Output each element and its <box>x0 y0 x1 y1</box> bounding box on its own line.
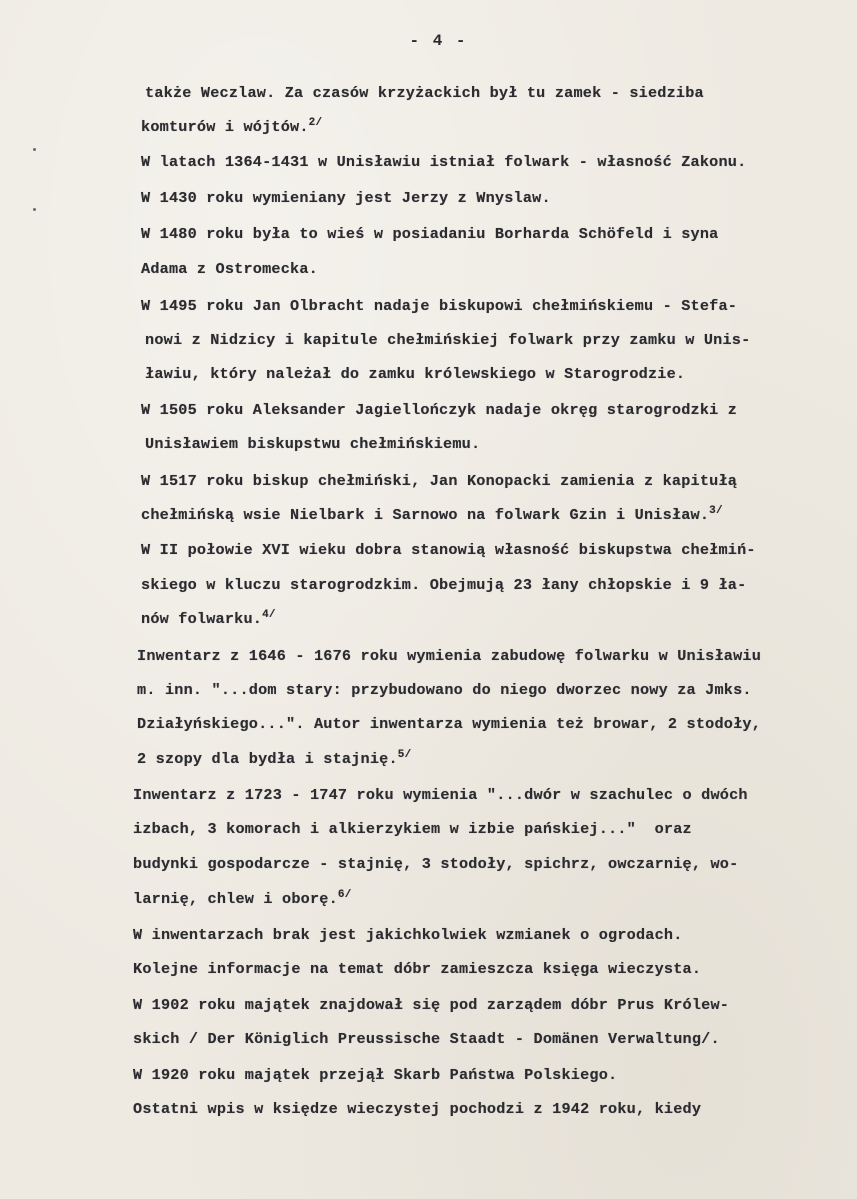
text-line <box>137 647 761 665</box>
text-line <box>133 1066 617 1084</box>
footnote-reference: 5/ <box>397 749 412 761</box>
text-line-content: skiego w kluczu starogrodzkim. Obejmują 23 łany chłopskie i 9 ła- <box>141 576 747 594</box>
text-line-content: Adama z Ostromecka. <box>141 260 318 278</box>
text-line-content: W 1495 roku Jan Olbracht nadaje biskupowi chełmińskiemu - Stefa- <box>141 297 738 315</box>
page-number: - 4 - <box>409 32 468 50</box>
text-line-content: nów folwarku. <box>141 610 263 628</box>
margin-mark <box>33 148 36 151</box>
text-line-content: W II połowie XVI wieku dobra stanowią własność biskupstwa chełmiń- <box>141 541 756 559</box>
text-line <box>133 926 683 944</box>
text-line-content: nowi z Nidzicy i kapitule chełmińskiej folwark przy zamku w Unis- <box>145 331 751 349</box>
text-line <box>133 786 748 804</box>
text-line <box>141 506 723 524</box>
text-line-content: W latach 1364-1431 w Unisławiu istniał folwark - własność Zakonu. <box>141 153 747 171</box>
text-line <box>141 541 756 559</box>
text-line-content: Inwentarz z 1723 - 1747 roku wymienia "...dwór w szachulec o dwóch <box>133 786 748 804</box>
text-line-content: larnię, chlew i oborę. <box>133 890 338 908</box>
text-line <box>133 820 692 838</box>
text-line-content: W inwentarzach brak jest jakichkolwiek wzmianek o ogrodach. <box>133 926 683 944</box>
text-line <box>133 855 738 873</box>
text-line-content: W 1505 roku Aleksander Jagiellończyk nadaje okręg starogrodzki z <box>141 401 738 419</box>
text-line-content: komturów i wójtów. <box>141 118 309 136</box>
text-line-content: także Weczlaw. Za czasów krzyżackich był tu zamek - siedziba <box>145 84 704 102</box>
text-line <box>141 118 322 136</box>
text-line <box>141 472 737 490</box>
text-line-content: Kolejne informacje na temat dóbr zamieszcza księga wieczysta. <box>133 960 702 978</box>
text-line-content: m. inn. "...dom stary: przybudowano do niego dworzec nowy za Jmks. <box>137 681 752 699</box>
text-line-content: Ostatni wpis w księdze wieczystej pochodzi z 1942 roku, kiedy <box>133 1100 702 1118</box>
text-line <box>141 610 276 628</box>
text-line-content: W 1517 roku biskup chełmiński, Jan Konopacki zamienia z kapitułą <box>141 472 738 490</box>
text-line <box>145 84 704 102</box>
text-line <box>137 681 752 699</box>
text-line <box>141 153 746 171</box>
text-line-content: Inwentarz z 1646 - 1676 roku wymienia zabudowę folwarku w Unisławiu <box>137 647 762 665</box>
text-line <box>141 297 737 315</box>
footnote-reference: 6/ <box>337 889 352 901</box>
text-line-content: W 1920 roku majątek przejął Skarb Państwa Polskiego. <box>133 1066 618 1084</box>
text-line <box>141 189 551 207</box>
text-line <box>141 225 718 243</box>
text-line-content: chełmińską wsie Nielbark i Sarnowo na folwark Gzin i Unisław. <box>141 506 710 524</box>
text-line <box>141 260 318 278</box>
text-line-content: skich / Der Königlich Preussische Staadt - Domänen Verwaltung/. <box>133 1030 720 1048</box>
text-line <box>137 715 761 733</box>
text-line-content: W 1902 roku majątek znajdował się pod zarządem dóbr Prus Królew- <box>133 996 730 1014</box>
text-line-content: 2 szopy dla bydła i stajnię. <box>137 750 398 768</box>
text-line <box>133 890 352 908</box>
footnote-reference: 4/ <box>262 609 276 621</box>
footnote-reference: 2/ <box>308 117 323 129</box>
text-line <box>137 750 411 768</box>
text-line <box>145 435 480 453</box>
text-line-content: Działyńskiego...". Autor inwentarza wymienia też browar, 2 stodoły, <box>137 715 762 733</box>
text-line-content: Unisławiem biskupstwu chełmińskiemu. <box>145 435 481 453</box>
text-line <box>133 1100 701 1118</box>
text-line-content: budynki gospodarcze - stajnię, 3 stodoły, spichrz, owczarnię, wo- <box>133 855 739 873</box>
margin-mark <box>33 208 36 211</box>
text-line <box>145 365 685 383</box>
text-line <box>141 576 746 594</box>
text-line-content: W 1430 roku wymieniany jest Jerzy z Wnyslaw. <box>141 189 551 207</box>
text-line <box>145 331 750 349</box>
text-line-content: W 1480 roku była to wieś w posiadaniu Borharda Schöfeld i syna <box>141 225 719 243</box>
footnote-reference: 3/ <box>709 505 723 517</box>
text-line <box>133 996 729 1014</box>
text-line-content: izbach, 3 komorach i alkierzykiem w izbie pańskiej..." oraz <box>133 820 692 838</box>
text-line-content: ławiu, który należał do zamku królewskiego w Starogrodzie. <box>145 365 686 383</box>
text-line <box>141 401 737 419</box>
text-line <box>133 960 701 978</box>
text-line <box>133 1030 720 1048</box>
